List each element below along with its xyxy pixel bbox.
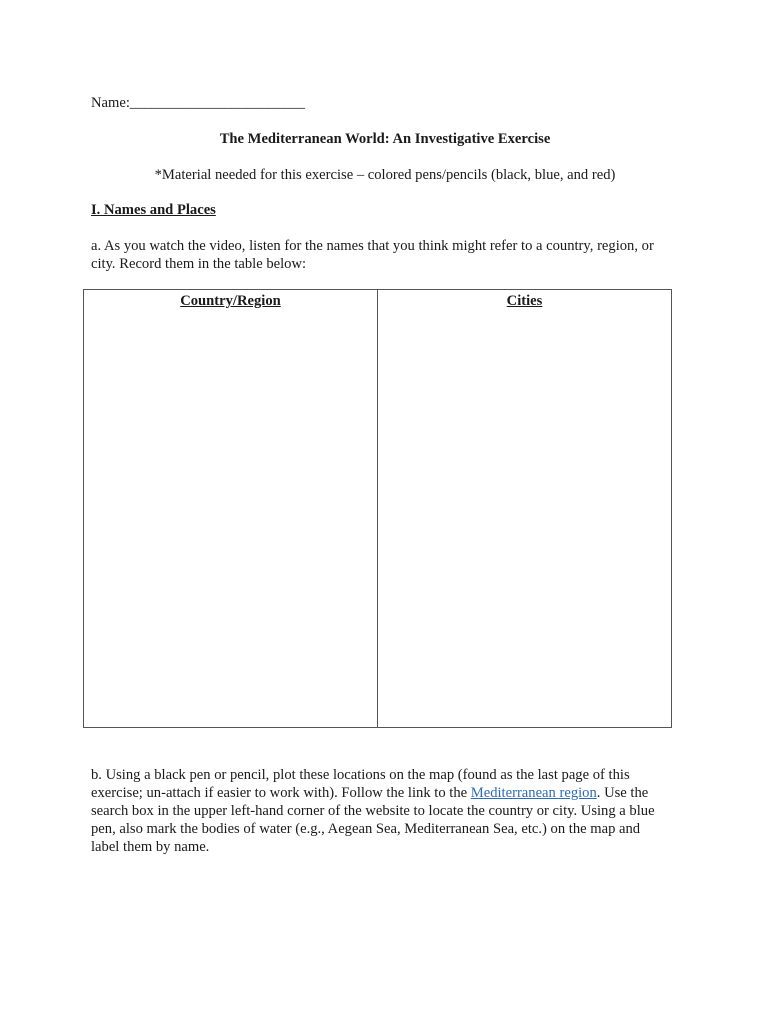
document-title: The Mediterranean World: An Investigative Exercise — [219, 131, 551, 147]
mediterranean-region-link[interactable]: Mediterranean region — [470, 785, 597, 801]
part-b-line-2-end: . Use the — [596, 785, 649, 801]
part-b-line-1: b. Using a black pen or pencil, plot these locations on the map (found as the last page of this — [91, 767, 630, 783]
record-table — [83, 289, 672, 728]
part-b-instructions — [91, 766, 681, 856]
part-a-instructions — [91, 237, 681, 273]
part-a-line-1: a. As you watch the video, listen for the names that you think might refer to a country, region, or — [91, 238, 654, 254]
country-region-column[interactable] — [84, 290, 378, 727]
material-note: *Material needed for this exercise – colored pens/pencils (black, blue, and red) — [154, 167, 616, 183]
part-b-line-3: search box in the upper left-hand corner of the website to locate the country or city. Using a blue — [91, 803, 655, 819]
country-region-header: Country/Region — [180, 293, 281, 309]
name-line: Name:________________________ — [91, 95, 306, 111]
part-b-line-5: label them by name. — [91, 839, 210, 855]
part-b-line-2-start: exercise; un-attach if easier to work with). Follow the link to the — [91, 785, 471, 801]
part-a-line-2: city. Record them in the table below: — [91, 256, 307, 272]
cities-column[interactable] — [378, 290, 671, 727]
section-heading: I. Names and Places — [91, 202, 216, 218]
part-b-line-4: pen, also mark the bodies of water (e.g., Aegean Sea, Mediterranean Sea, etc.) on the map and — [91, 821, 641, 837]
cities-header: Cities — [506, 293, 543, 309]
